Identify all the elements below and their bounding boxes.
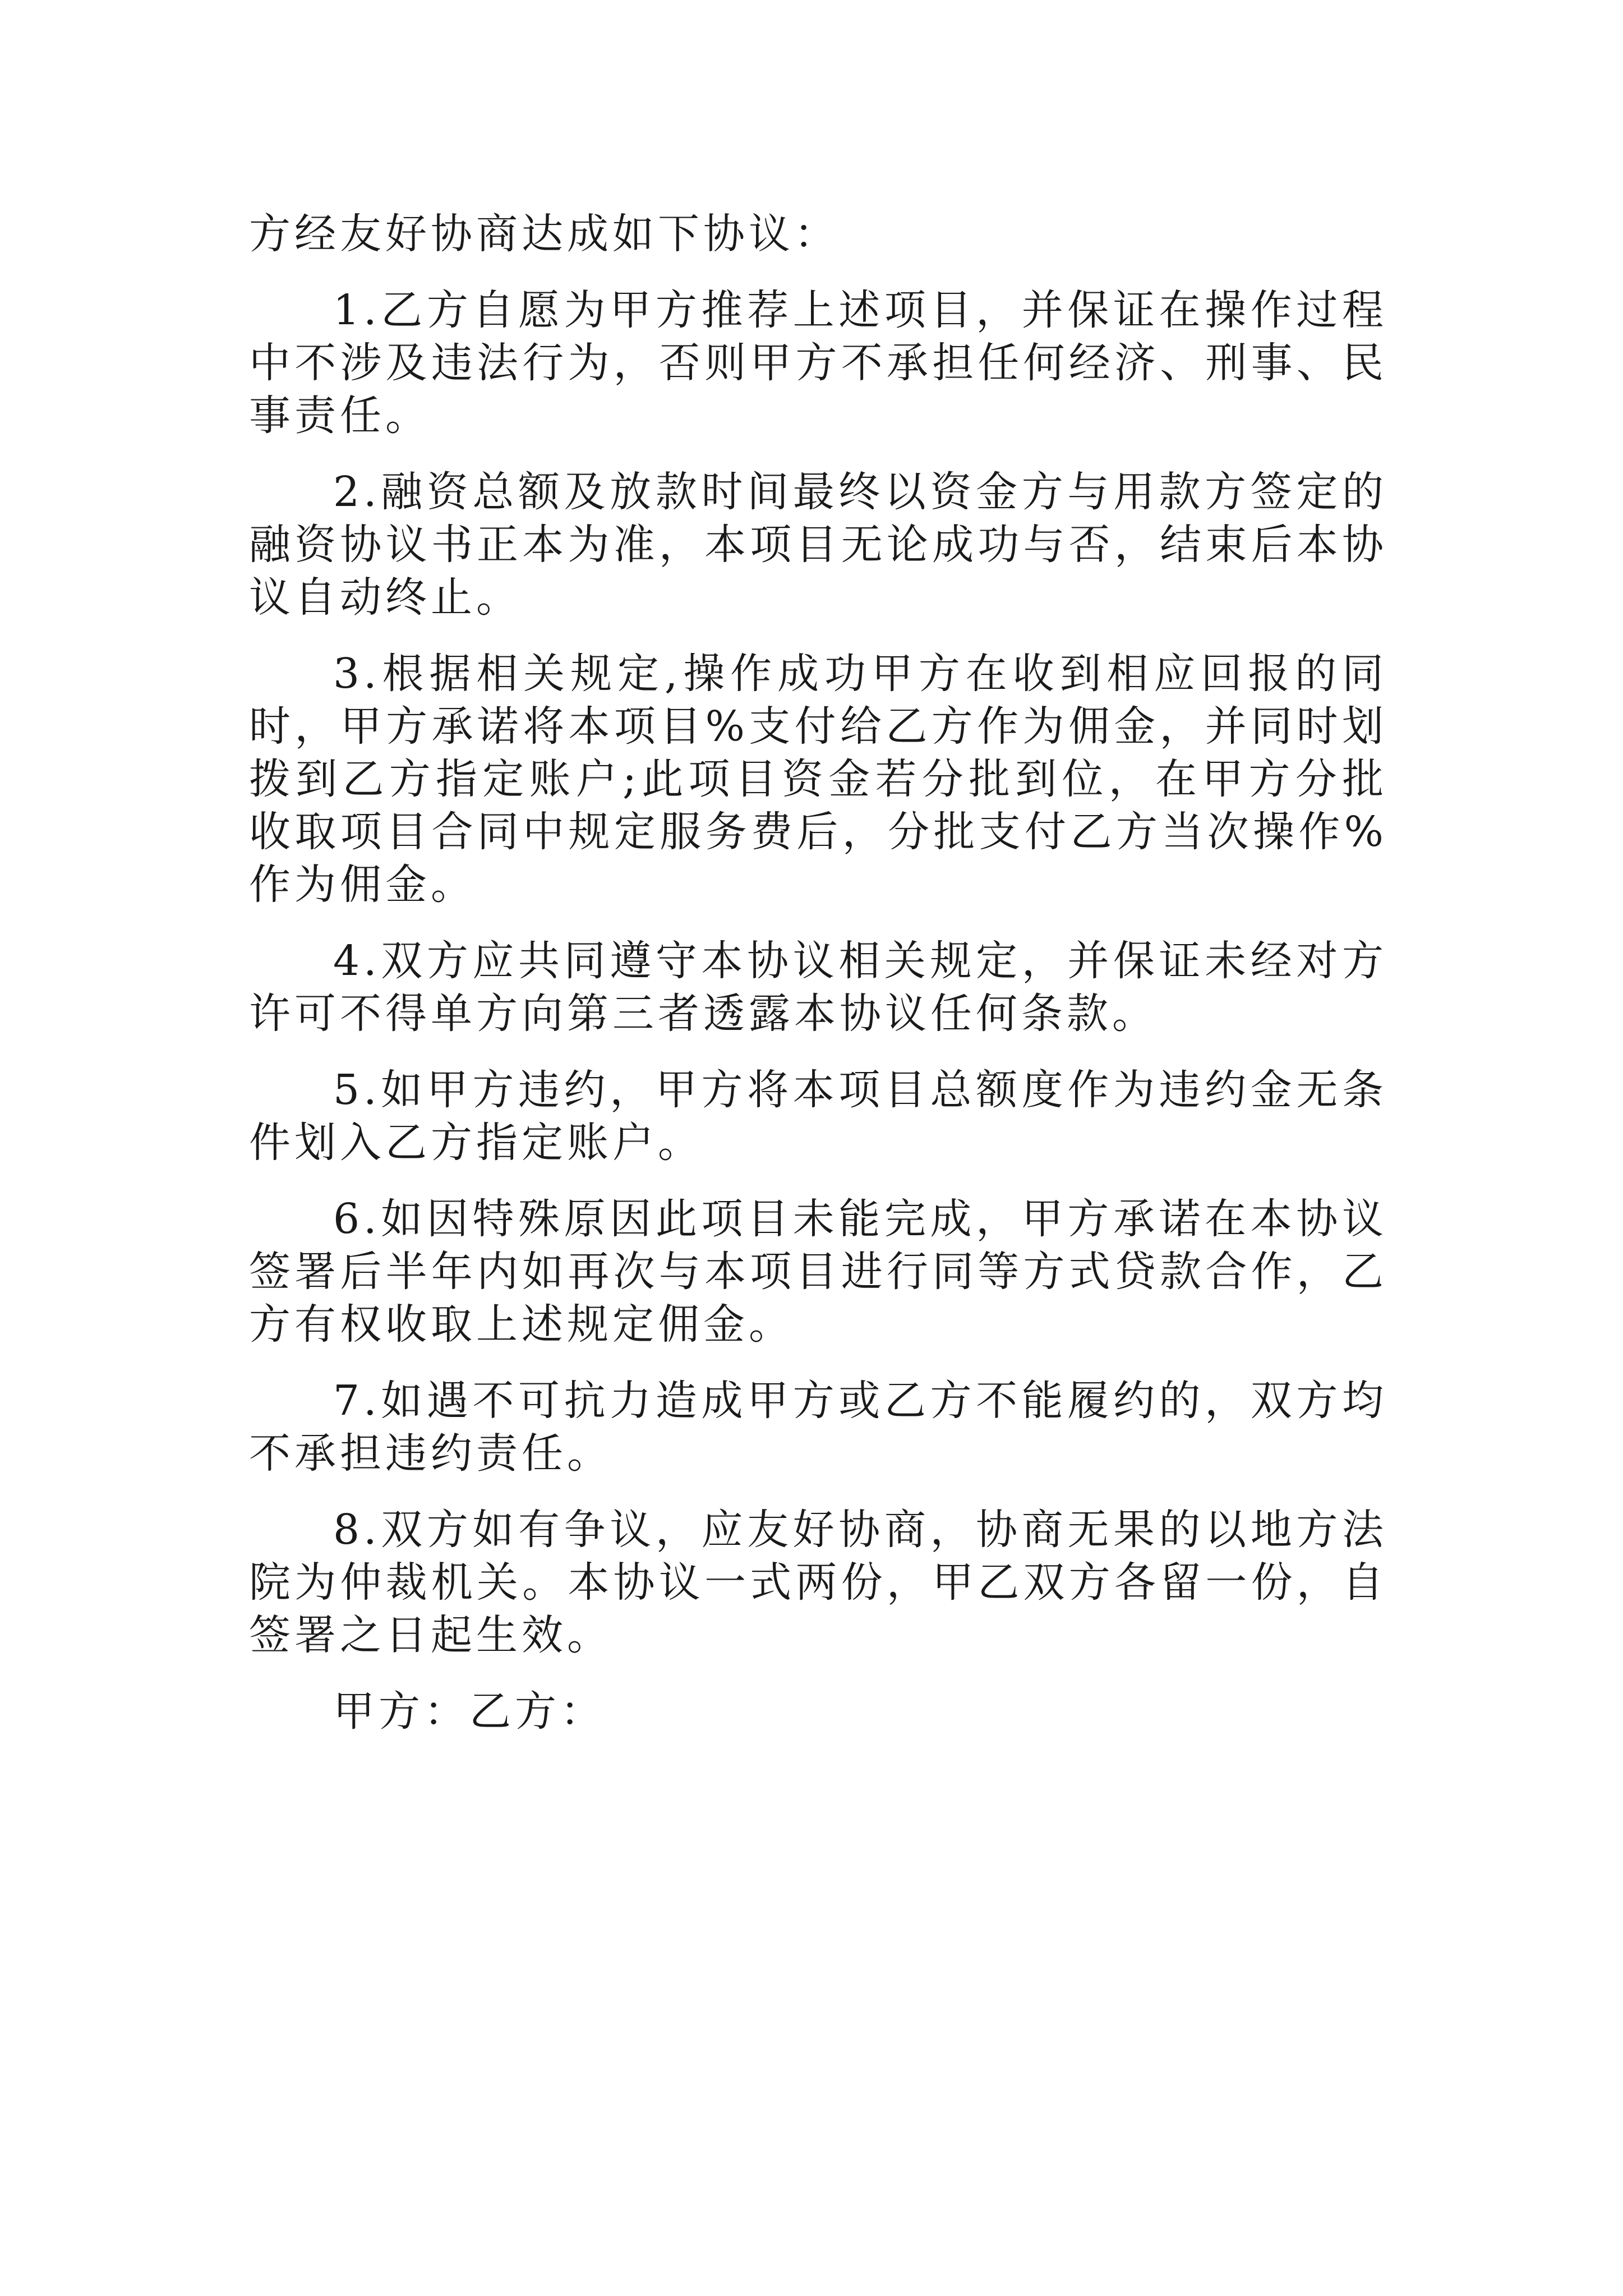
clause-2: 2.融资总额及放款时间最终以资金方与用款方签定的融资协议书正本为准，本项目无论成功与否，结束后本协议自动终止。 xyxy=(249,468,1387,622)
signature-line: 甲方：乙方： xyxy=(333,1687,606,1736)
clause-5: 5.如甲方违约，甲方将本项目总额度作为违约金无条件划入乙方指定账户。 xyxy=(249,1066,1387,1167)
clause-8: 8.双方如有争议，应友好协商，协商无果的以地方法院为仲裁机关。本协议一式两份，甲乙双方各留一份，自签署之日起生效。 xyxy=(249,1506,1387,1659)
clause-7: 7.如遇不可抗力造成甲方或乙方不能履约的，双方均不承担违约责任。 xyxy=(249,1377,1387,1478)
clause-4: 4.双方应共同遵守本协议相关规定，并保证未经对方许可不得单方向第三者透露本协议任何条款。 xyxy=(249,937,1387,1038)
opening-line: 方经友好协商达成如下协议： xyxy=(249,210,840,258)
clause-3: 3.根据相关规定,操作成功甲方在收到相应回报的同时，甲方承诺将本项目%支付给乙方作为佣金，并同时划拨到乙方指定账户;此项目资金若分批到位，在甲方分批收取项目合同中规定服务费后，分批支付乙方当次操作%作为佣金。 xyxy=(249,650,1387,909)
clause-6: 6.如因特殊原因此项目未能完成，甲方承诺在本协议签署后半年内如再次与本项目进行同等方式贷款合作，乙方有权收取上述规定佣金。 xyxy=(249,1195,1387,1349)
document-body xyxy=(249,208,1387,1761)
clause-1: 1.乙方自愿为甲方推荐上述项目，并保证在操作过程中不涉及违法行为，否则甲方不承担任何经济、刑事、民事责任。 xyxy=(249,286,1387,440)
